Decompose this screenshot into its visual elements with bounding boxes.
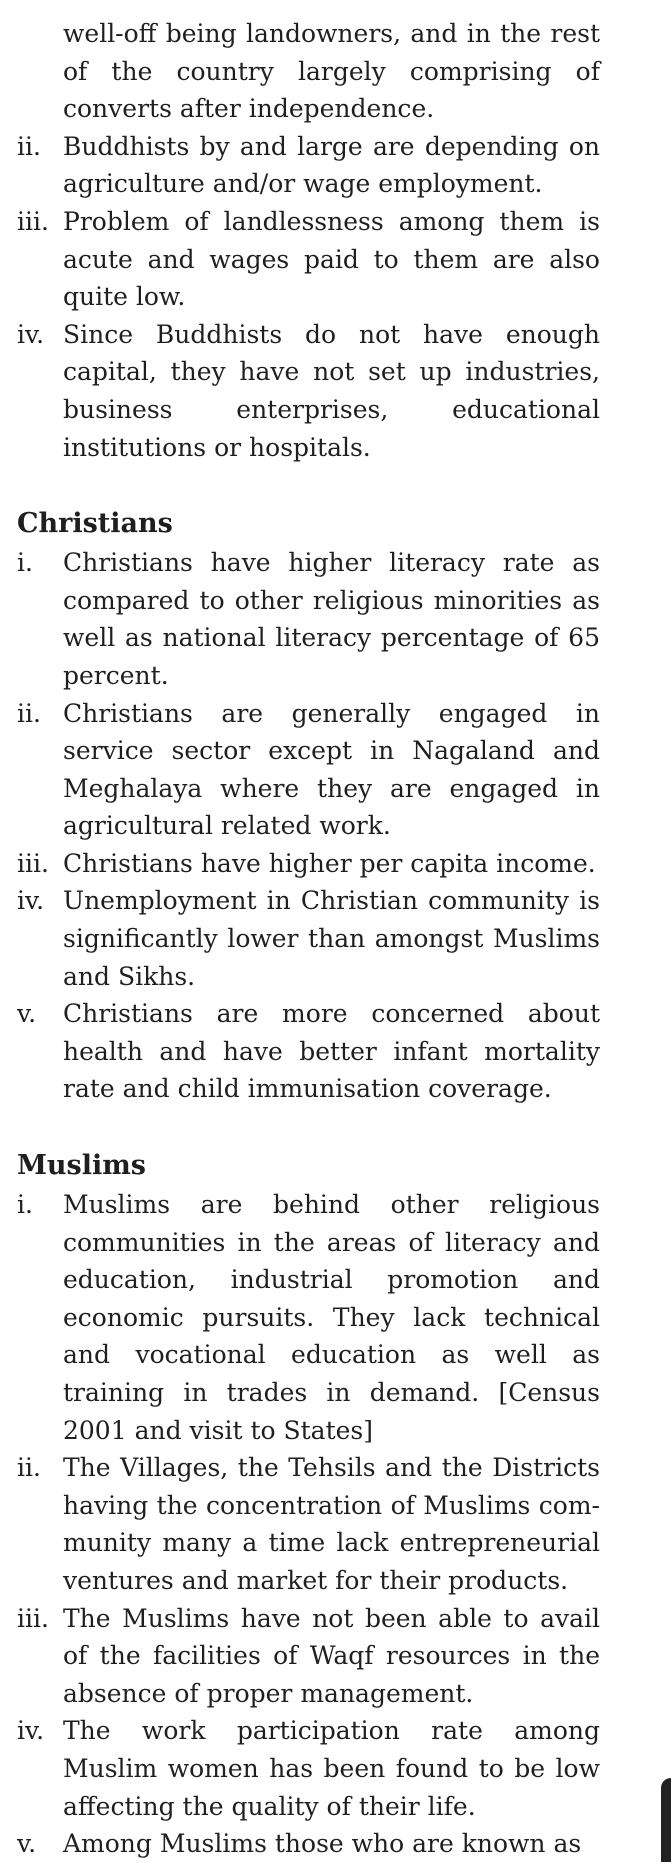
item-text: Unemployment in Christian community is significantly lower than amongst Muslims and Sikhs.	[63, 886, 600, 991]
list-item	[0, 1712, 671, 1825]
list-item	[0, 882, 671, 995]
item-number: iv.	[17, 319, 45, 349]
buddhists-item-i-continuation: well-off being landowners, and in the rest of the country largely comprising of converts after independence.	[63, 19, 600, 124]
item-text: Among Muslims those who are known as	[63, 1829, 582, 1859]
list-item	[0, 695, 671, 845]
item-text: Buddhists by and large are depending on agriculture and/or wage employment.	[63, 131, 600, 199]
list-item	[0, 1600, 671, 1713]
list-item	[0, 316, 671, 466]
item-number: iii.	[17, 848, 49, 878]
list-item	[0, 1449, 671, 1599]
item-number: ii.	[17, 698, 41, 728]
item-number: iii.	[17, 1603, 49, 1633]
list-item	[0, 128, 671, 203]
item-number: ii.	[17, 131, 41, 161]
item-number: i.	[17, 1190, 33, 1220]
list-item	[0, 1825, 671, 1863]
christians-heading: Christians	[17, 508, 173, 540]
list-item	[0, 203, 671, 316]
item-number: iv.	[17, 886, 45, 916]
muslims-list	[0, 1186, 671, 1863]
item-text: Since Buddhists do not have enough capital, they have not set up industries, business enterprises, educational institutions or hospitals.	[63, 319, 600, 462]
item-number: v.	[17, 999, 37, 1029]
item-text: The work participation rate among Muslim women has been found to be low affecting the quality of their life.	[63, 1716, 600, 1821]
muslims-heading: Muslims	[17, 1150, 147, 1182]
item-text: Christians are more concerned about health and have better infant mortality rate and child immunisation coverage.	[63, 999, 600, 1104]
item-text: Problem of landlessness among them is acute and wages paid to them are also quite low.	[63, 206, 600, 312]
item-text: The Muslims have not been able to avail of the facilities of Waqf resources in the absence of proper management.	[63, 1603, 600, 1708]
item-number: v.	[17, 1829, 37, 1859]
item-text: Christians have higher per capita income.	[63, 848, 596, 878]
item-number: ii.	[17, 1453, 41, 1483]
item-text: Christians are generally engaged in service sector except in Nagaland and Meghalaya where they are engaged in agricultural related work.	[63, 698, 600, 841]
buddhists-list	[0, 128, 671, 466]
item-number: iii.	[17, 206, 49, 236]
item-number: i.	[17, 548, 33, 578]
item-number: iv.	[17, 1716, 45, 1746]
christians-list	[0, 544, 671, 1108]
list-item	[0, 544, 671, 694]
item-text: Christians have higher literacy rate as compared to other religious minorities as well as national literacy percentage of 65 percent.	[63, 548, 600, 690]
scroll-edge-handle[interactable]	[661, 1778, 671, 1862]
list-item	[0, 995, 671, 1108]
section-gap	[0, 466, 671, 504]
list-item	[0, 845, 671, 883]
item-text: The Villages, the Tehsils and the Districts having the concentration of Muslims com-munity many a time lack entrepreneurial ventures and market for their products.	[63, 1453, 600, 1595]
section-gap	[0, 1108, 671, 1146]
item-text: Muslims are behind other religious communities in the areas of literacy and education, industrial promotion and economic pursuits. They lack technical and vocational education as well as training in trades in demand. [Census 2001 and visit to States]	[63, 1190, 600, 1445]
list-item	[0, 1186, 671, 1449]
